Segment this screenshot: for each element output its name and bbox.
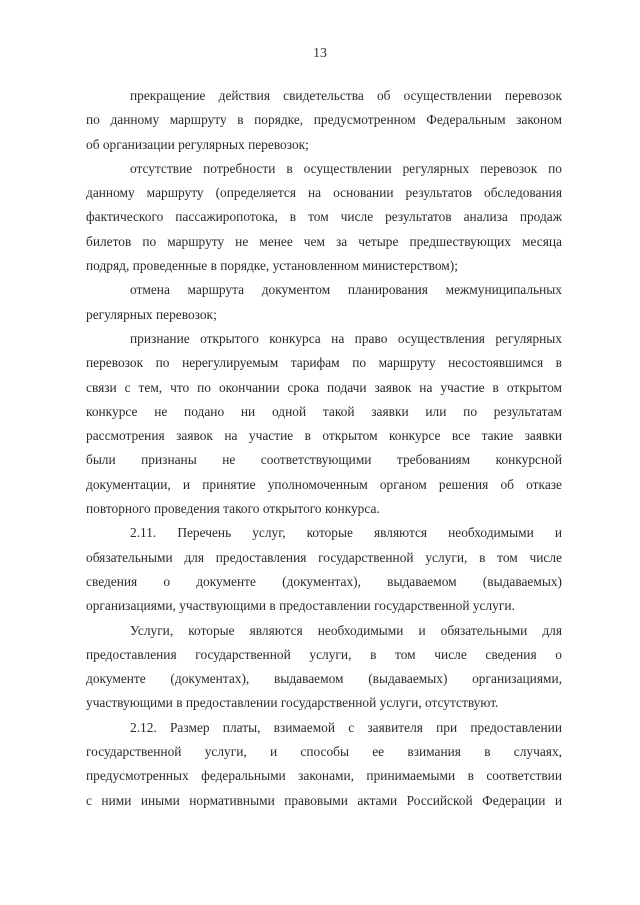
text-line: признание открытого конкурса на право осуществления регулярных <box>130 330 562 346</box>
text-line: отсутствие потребности в осуществлении регулярных перевозок по <box>130 160 562 176</box>
text-line: по данному маршруту в порядке, предусмотренном Федеральным законом <box>86 112 562 128</box>
text-line: с ними иными нормативными правовыми актами Российской Федерации и <box>86 792 562 808</box>
text-line: билетов по маршруту не менее чем за четыре предшествующих месяца <box>86 233 562 249</box>
text-line: документе (документах), выдаваемом (выдаваемых) организациями, <box>86 671 562 687</box>
text-line: отмена маршрута документом планирования межмуниципальных <box>130 282 562 298</box>
paragraph <box>86 716 562 813</box>
text-line: прекращение действия свидетельства об осуществлении перевозок <box>130 88 562 103</box>
text-line: сведения о документе (документах), выдаваемом (выдаваемых) <box>86 573 562 589</box>
paragraph <box>86 619 562 716</box>
text-line: конкурсе не подано ни одной такой заявки или по результатам <box>86 403 562 419</box>
text-line: обязательными для предоставления государственной услуги, в том числе <box>86 549 562 565</box>
text-line: предоставления государственной услуги, в том числе сведения о <box>86 646 562 662</box>
text-line: повторного проведения такого открытого конкурса. <box>86 501 380 517</box>
text-line: 2.12. Размер платы, взимаемой с заявителя при предоставлении <box>130 719 562 735</box>
paragraph <box>86 521 562 618</box>
text-line: связи с тем, что по окончании срока подачи заявок на участие в открытом <box>86 379 562 395</box>
text-line: фактического пассажиропотока, в том числе результатов анализа продаж <box>86 209 562 225</box>
text-line: об организации регулярных перевозок; <box>86 136 309 152</box>
page-number: 13 <box>313 46 327 61</box>
paragraph <box>86 278 562 327</box>
text-line: участвующими в предоставлении государственной услуги, отсутствуют. <box>86 695 499 711</box>
text-line: организациями, участвующими в предоставлении государственной услуги. <box>86 598 515 614</box>
text-line: перевозок по нерегулируемым тарифам по маршруту несостоявшимся в <box>86 355 562 371</box>
paragraph <box>86 327 562 521</box>
text-line: подряд, проведенные в порядке, установленном министерством); <box>86 258 458 274</box>
text-line: государственной услуги, и способы ее взимания в случаях, <box>86 744 562 760</box>
text-line: предусмотренных федеральными законами, принимаемыми в соответствии <box>86 768 562 784</box>
text-line: Услуги, которые являются необходимыми и обязательными для <box>130 622 562 638</box>
paragraph <box>86 84 562 157</box>
text-line: 2.11. Перечень услуг, которые являются необходимыми и <box>130 525 562 541</box>
text-line: были признаны не соответствующими требованиям конкурсной <box>86 452 562 468</box>
document-body <box>86 84 562 813</box>
text-line: рассмотрения заявок на участие в открытом конкурсе все такие заявки <box>86 428 562 444</box>
paragraph <box>86 157 562 278</box>
text-line: документации, и принятие уполномоченным органом решения об отказе <box>86 476 562 492</box>
text-line: данному маршруту (определяется на основании результатов обследования <box>86 185 562 201</box>
text-line: регулярных перевозок; <box>86 306 217 322</box>
